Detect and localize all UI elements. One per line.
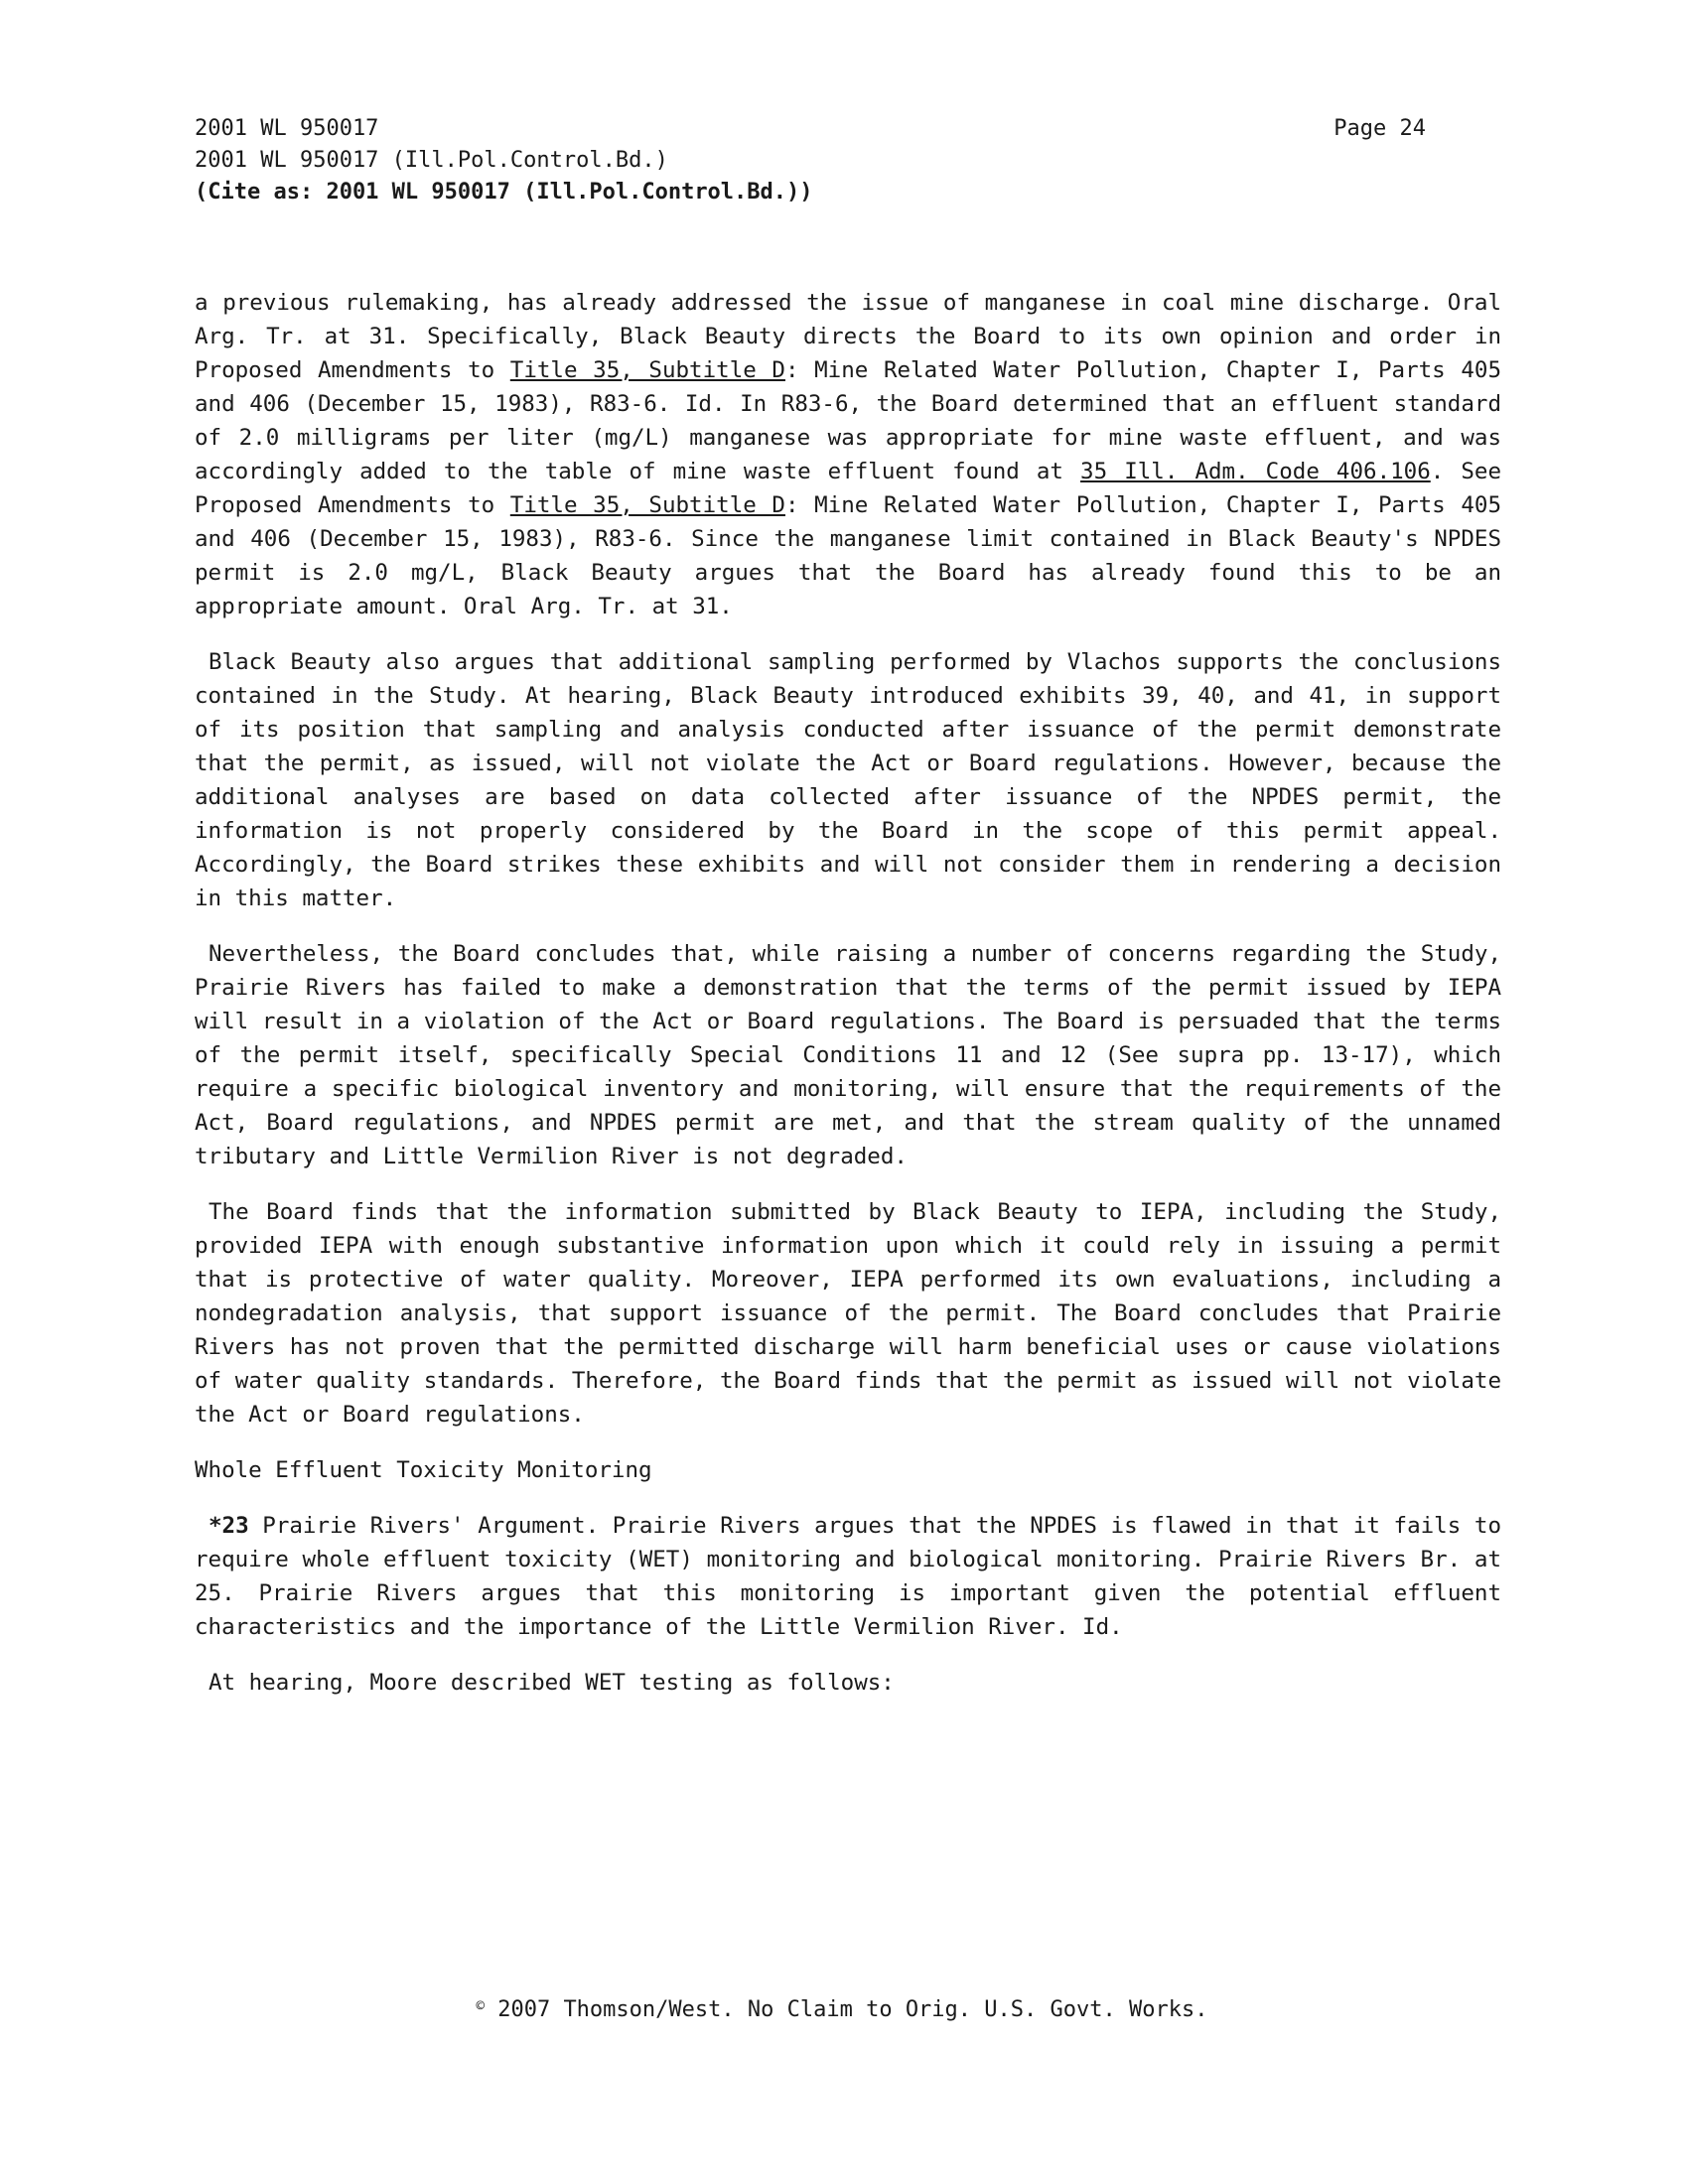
citation-line-2: 2001 WL 950017 (Ill.Pol.Control.Bd.) bbox=[195, 148, 668, 173]
cite-as-line: (Cite as: 2001 WL 950017 (Ill.Pol.Control.Bd.)) bbox=[195, 180, 813, 205]
star-page-marker: *23 bbox=[209, 1513, 249, 1539]
citation-link-title-35-second[interactable]: Title 35, Subtitle D bbox=[509, 492, 785, 518]
document-body bbox=[195, 286, 1501, 1721]
citation-line-1: 2001 WL 950017 bbox=[195, 116, 379, 141]
copyright-text: 2007 Thomson/West. No Claim to Orig. U.S. Govt. Works. bbox=[484, 1997, 1208, 2022]
paragraph-5-text: Prairie Rivers' Argument. Prairie Rivers argues that the NPDES is flawed in that it fails to require whole effluent toxicity (WET) monitoring and biological monitoring. Prairie Rivers Br. at 25. Prairie Rivers argues that this monitoring is important given the potential effluent characteristics and the importance of the Little Vermilion River. Id. bbox=[195, 1513, 1501, 1640]
paragraph-6: At hearing, Moore described WET testing as follows: bbox=[209, 1670, 895, 1696]
copyright-footer bbox=[0, 1997, 1684, 2022]
citation-link-title-35[interactable]: Title 35, Subtitle D bbox=[509, 357, 785, 383]
paragraph-3: Nevertheless, the Board concludes that, while raising a number of concerns regarding the Study, Prairie Rivers has failed to make a demonstration that the terms of the permit issued by IEPA will result in a violation of the Act or Board regulations. The Board is persuaded that the terms of the permit itself, specifically Special Conditions 11 and 12 (See supra pp. 13-17), which require a specific biological inventory and monitoring, will ensure that the requirements of the Act, Board regulations, and NPDES permit are met, and that the stream quality of the unnamed tributary and Little Vermilion River is not degraded. bbox=[195, 941, 1501, 1169]
paragraph-1-text-d: : Mine Related Water Pollution, Chapter I, Parts 405 and 406 (December 15, 1983), R83-6. Since the manganese limit contained in Black Beauty's NPDES permit is 2.0 mg/L, Black Beauty argues that the Board has already found this to be an appropriate amount. Oral Arg. Tr. at 31. bbox=[195, 492, 1501, 619]
paragraph-1 bbox=[195, 286, 1501, 623]
paragraph-5 bbox=[195, 1509, 1501, 1644]
document-header bbox=[195, 113, 1426, 208]
paragraph-1-text-a: a previous rulemaking, has already addressed the issue of manganese in coal mine discharge. Oral Arg. Tr. at 31. Specifically, Black Beauty directs the Board to its own opinion and order in Proposed Amendments to bbox=[195, 290, 1501, 383]
copyright-symbol: © bbox=[476, 1998, 485, 2014]
paragraph-1-text-b: : Mine Related Water Pollution, Chapter I, Parts 405 and 406 (December 15, 1983), R83-6. Id. In R83-6, the Board determined that an effluent standard of 2.0 milligrams per liter (mg/L) manganese was appropriate for mine waste effluent, and was accordingly added to the table of mine waste effluent found at bbox=[195, 357, 1501, 484]
paragraph-2: Black Beauty also argues that additional sampling performed by Vlachos supports the conclusions contained in the Study. At hearing, Black Beauty introduced exhibits 39, 40, and 41, in support of its position that sampling and analysis conducted after issuance of the permit demonstrate that the permit, as issued, will not violate the Act or Board regulations. However, because the additional analyses are based on data collected after issuance of the NPDES permit, the information is not properly considered by the Board in the scope of this permit appeal. Accordingly, the Board strikes these exhibits and will not consider them in rendering a decision in this matter. bbox=[195, 649, 1501, 911]
paragraph-4: The Board finds that the information submitted by Black Beauty to IEPA, including the Study, provided IEPA with enough substantive information upon which it could rely in issuing a permit that is protective of water quality. Moreover, IEPA performed its own evaluations, including a nondegradation analysis, that support issuance of the permit. The Board concludes that Prairie Rivers has not proven that the permitted discharge will harm beneficial uses or cause violations of water quality standards. Therefore, the Board finds that the permit as issued will not violate the Act or Board regulations. bbox=[195, 1199, 1501, 1428]
paragraph-1-text-c: . See Proposed Amendments to bbox=[195, 459, 1501, 518]
section-heading: Whole Effluent Toxicity Monitoring bbox=[195, 1457, 652, 1483]
page-number: Page 24 bbox=[1333, 116, 1426, 141]
citation-link-406-106[interactable]: 35 Ill. Adm. Code 406.106 bbox=[1080, 459, 1431, 484]
